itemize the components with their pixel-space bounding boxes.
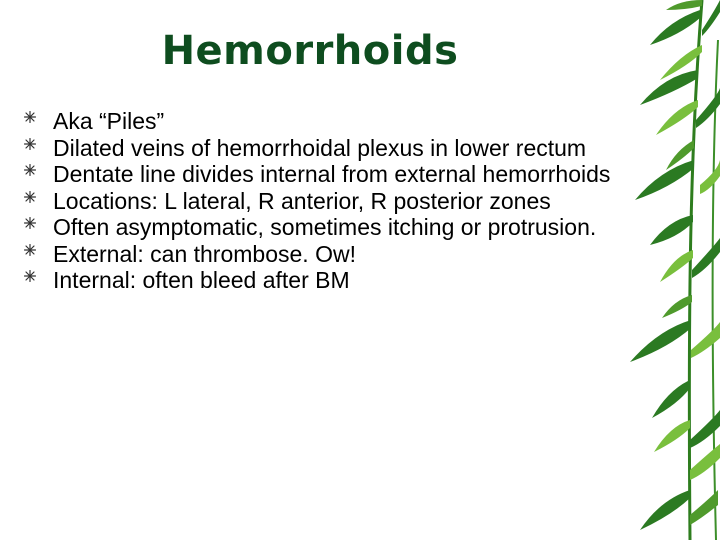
bullet-text: Often asymptomatic, sometimes itching or protrusion. [53, 214, 597, 240]
asterisk-star-icon [24, 244, 36, 256]
bullet-item [24, 267, 624, 294]
bullet-item [24, 214, 624, 241]
asterisk-star-icon [24, 111, 36, 123]
asterisk-star-icon [24, 191, 36, 203]
bullet-text: Internal: often bleed after BM [53, 267, 350, 293]
bullet-item [24, 161, 624, 188]
asterisk-star-icon [24, 217, 36, 229]
asterisk-star-icon [24, 138, 36, 150]
bullet-text: Aka “Piles” [53, 108, 165, 134]
bullet-item [24, 188, 624, 215]
bullet-item [24, 241, 624, 268]
slide-title: Hemorrhoids [161, 28, 459, 74]
asterisk-star-icon [24, 164, 36, 176]
bullet-item [24, 108, 624, 135]
bullet-text: Locations: L lateral, R anterior, R posterior zones [53, 187, 551, 214]
bullet-list [24, 108, 624, 294]
bullet-text: Dentate line divides internal from external hemorrhoids [53, 161, 611, 187]
asterisk-star-icon [24, 270, 36, 282]
bullet-item [24, 135, 624, 162]
bullet-text: External: can thrombose. Ow! [53, 240, 356, 267]
bullet-text: Dilated veins of hemorrhoidal plexus in lower rectum [53, 134, 587, 161]
